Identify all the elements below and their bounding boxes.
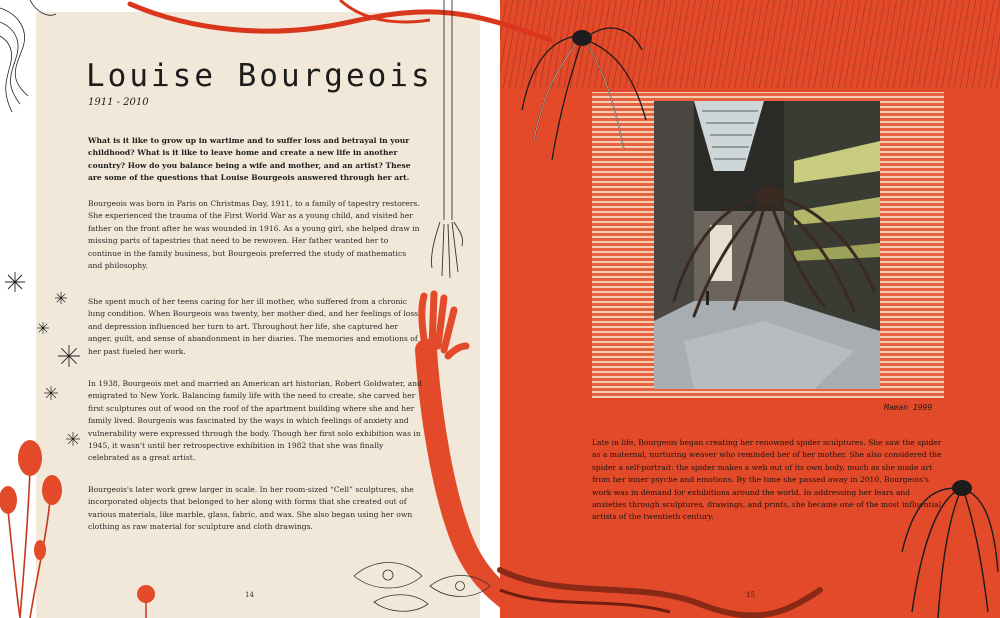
body-paragraph: Bourgeois's later work grew larger in scale. In her room-sized “Cell” sculptures, she incorporated objects that belonged to her along with forms that she created out of various materials, like marble, glass, fabric, and wax. She also began using her own clothing as raw material for sculpture and cloth drawings. — [88, 485, 414, 532]
flower-icon — [128, 582, 168, 618]
body-paragraph-right: Late in life, Bourgeois began creating her renowned spider sculptures. She saw the spider as a maternal, nurturing weaver who reminded her of her mother. She also considered the spider a self-portrait: the spider makes a web out of its own body, much as she made art from her inner psyche and emotions. By the time she passed away in 2010, Bourgeois's work was in demand for exhibitions around the world. In addressing her fears and anxieties through sculptures, drawings, and prints, she became one of the most influential artists of the twentieth century. — [592, 438, 942, 522]
flower-icon — [0, 430, 90, 618]
spider-icon — [898, 462, 1000, 618]
star-icon — [58, 345, 80, 367]
body-paragraph: She spent much of her teens caring for her ill mother, who suffered from a chronic lung condition. When Bourgeois was twenty, her mother died, and her feelings of loss and depression influenced her turn to art. Throughout her life, she captured her anger, guilt, and sense of abandonment in her diaries. The memories and emotions of her past fueled her work. — [88, 297, 419, 356]
star-icon — [5, 272, 25, 292]
body-paragraph: Bourgeois was born in Paris on Christmas Day, 1911, to a family of tapestry restorers. She experienced the trauma of the First World War as a young child, and visited her father on the front after he was wounded in 1916. As a young girl, she helped draw in missing parts of tapestries that need to be rewoven. Her father wanted her to continue in the family business, but Bourgeois preferred the study of mathematics and philosophy. — [88, 199, 420, 271]
page-number-right: 15 — [746, 591, 755, 599]
intro-paragraph: What is it like to grow up in wartime and to suffer loss and betrayal in your childhood? What is it like to leave home and create a new life in another country? How do you balance being a wife and mother, and an artist? These are some of the questions that Louise Bourgeois answered through her art. — [88, 136, 411, 183]
life-dates: 1911 - 2010 — [88, 97, 149, 108]
star-icon — [55, 292, 67, 304]
star-icon — [37, 322, 49, 334]
hand-icon — [426, 0, 466, 280]
body-paragraph: In 1938, Bourgeois met and married an American art historian, Robert Goldwater, and emigrated to New York. Balancing family life with the need to create, she carved her first sculptures out of wood on the roof of the apartment building where she and her family lived. Bourgeois was fascinated by the ways in which feelings of anxiety and vulnerability were expressed through the body. Though her first solo exhibition was in 1945, it wasn't until her retrospective exhibition in 1982 that she was finally celebrated as a great artist. — [88, 379, 422, 463]
photo-caption: Maman 1999 — [884, 403, 933, 412]
spider-icon — [512, 10, 652, 160]
page-title: Louise Bourgeois — [86, 58, 433, 94]
star-icon — [44, 386, 58, 400]
eye-icon — [344, 556, 494, 618]
contour-lines-decoration — [0, 0, 60, 130]
thread-icon — [500, 560, 820, 618]
page-number-left: 14 — [245, 591, 254, 599]
thread-icon — [130, 0, 550, 60]
maman-photo — [654, 101, 880, 389]
